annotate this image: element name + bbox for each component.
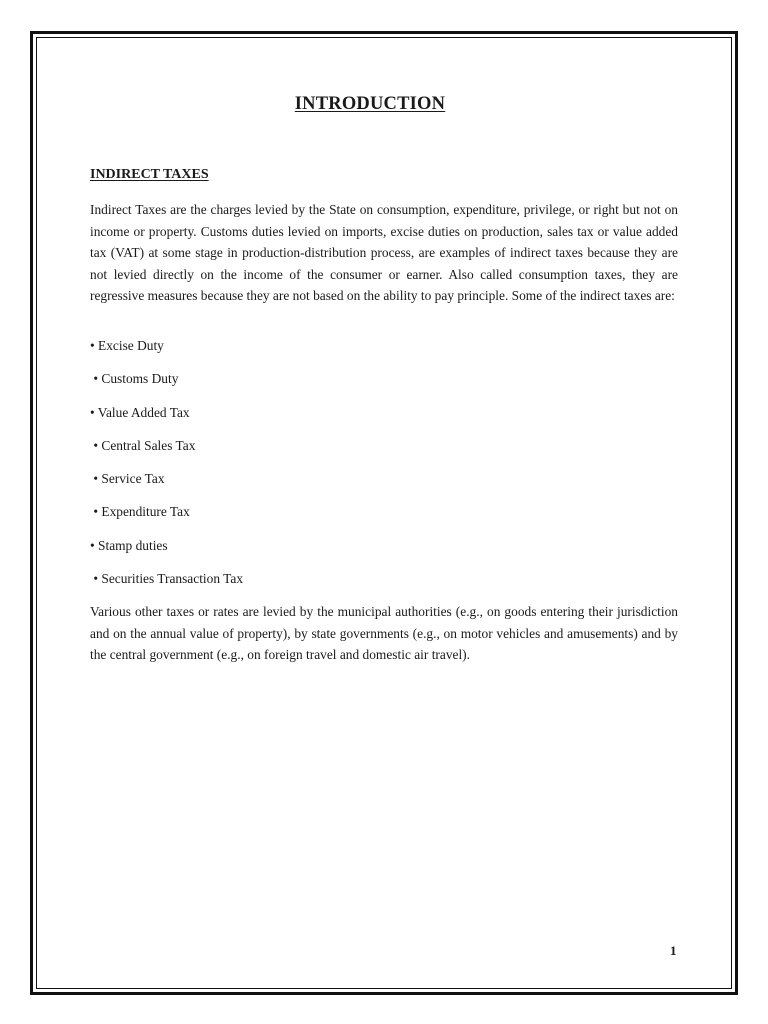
- list-item: • Excise Duty: [90, 338, 164, 353]
- list-item: • Service Tax: [90, 471, 165, 487]
- intro-paragraph: Indirect Taxes are the charges levied by the State on consumption, expenditure, privilege, or right but not on income or property. Customs duties levied on imports, excise duties on production, sales tax or value added tax (VAT) at some stage in production-distribution process, are examples of indirect taxes because they are not levied directly on the income of the consumer or earner. Also called consumption taxes, they are regressive measures because they are not based on the ability to pay principle. Some of the indirect taxes are:: [90, 202, 678, 303]
- indirect-tax-list: [90, 336, 243, 602]
- list-item: • Central Sales Tax: [90, 437, 196, 453]
- page-title: INTRODUCTION: [294, 94, 446, 114]
- closing-paragraph: Various other taxes or rates are levied by the municipal authorities (e.g., on goods entering their jurisdiction and on the annual value of property), by state governments (e.g., on motor vehicles and amusements) and by the central government (e.g., on foreign travel and domestic air travel).: [90, 604, 678, 662]
- list-item: • Value Added Tax: [90, 404, 190, 420]
- page-number: 1: [670, 943, 677, 958]
- list-item: • Securities Transaction Tax: [90, 571, 244, 587]
- list-item: • Stamp duties: [90, 537, 168, 553]
- list-item: • Expenditure Tax: [90, 504, 190, 520]
- list-item: • Customs Duty: [90, 371, 179, 387]
- section-heading: INDIRECT TAXES: [90, 167, 209, 182]
